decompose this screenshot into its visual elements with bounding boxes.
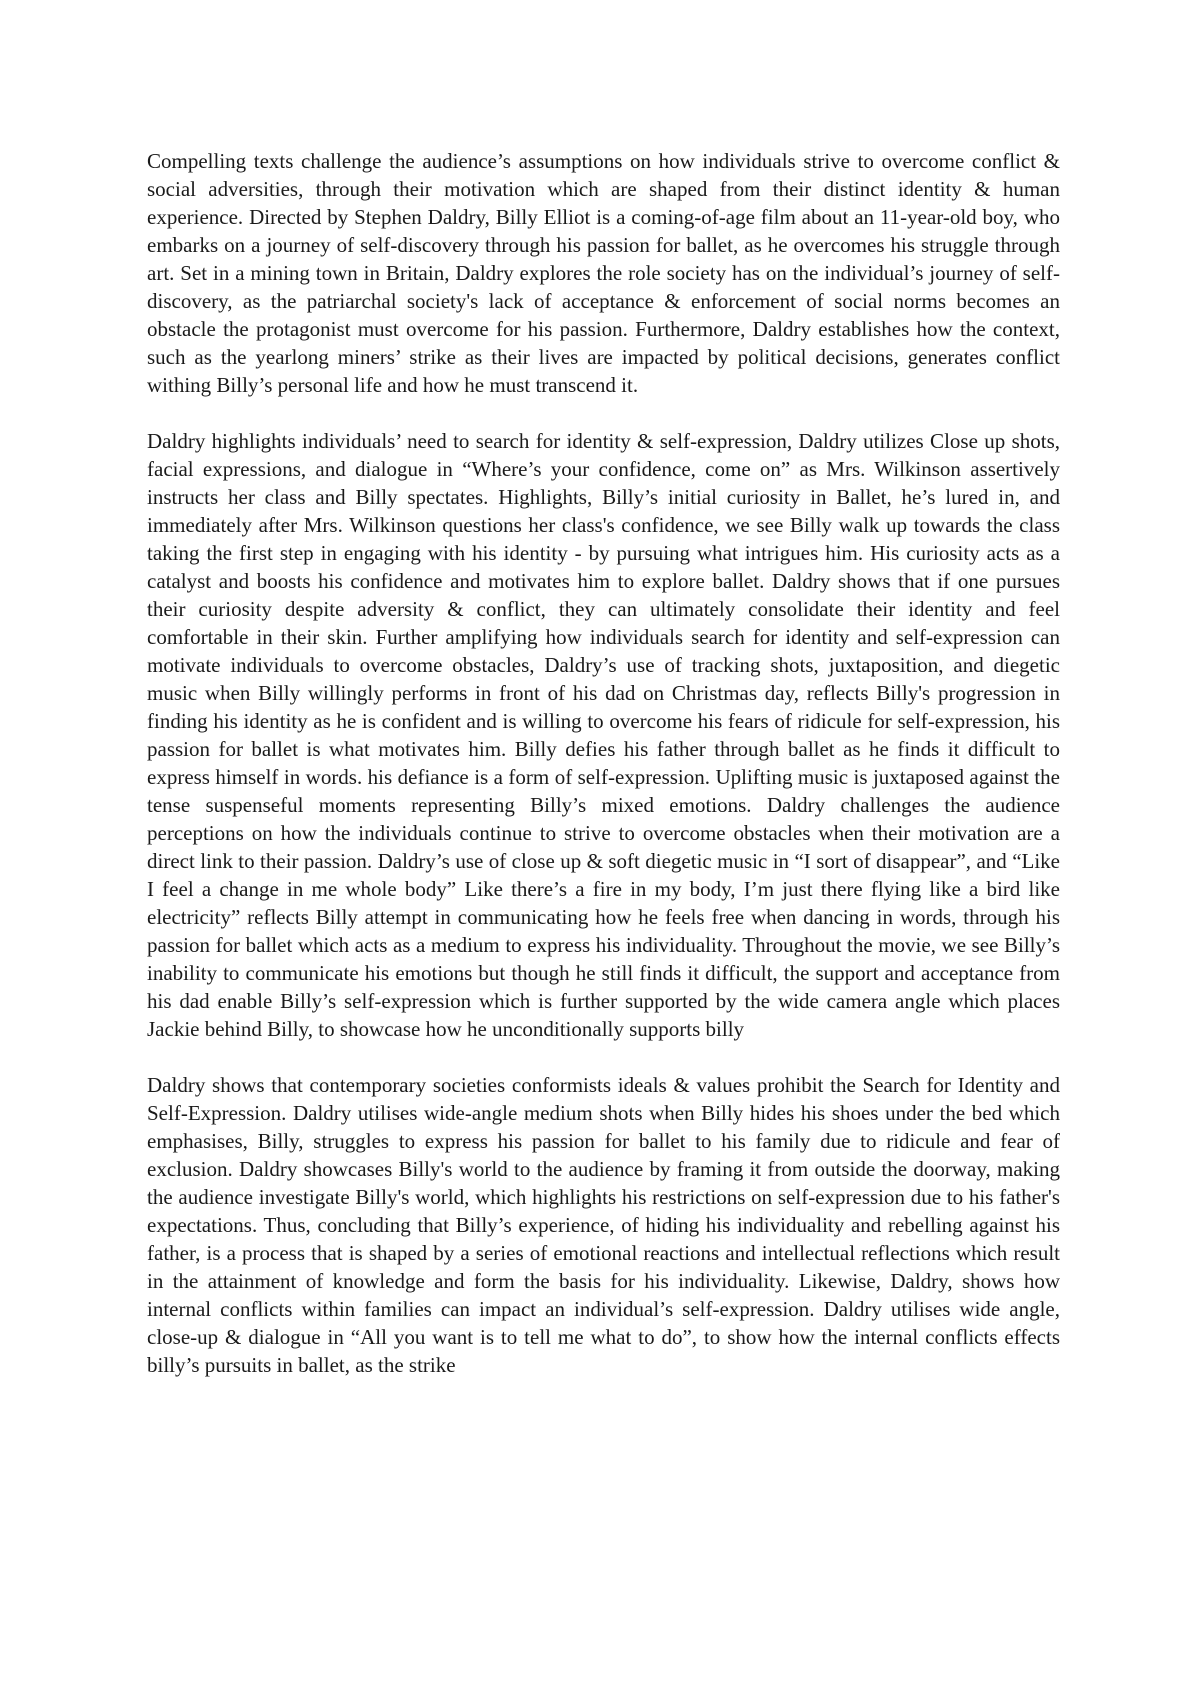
body-paragraph-identity: Daldry highlights individuals’ need to search for identity & self-expression, Daldry utilizes Close up shots, facial expressions, and dialogue in “Where’s your confidence, come on” as Mrs. Wilkinson assertively instructs her class and Billy spectates. Highlights, Billy’s initial curiosity in Ballet, he’s lured in, and immediately after Mrs. Wilkinson questions her class's confidence, we see Billy walk up towards the class taking the first step in engaging with his identity - by pursuing what intrigues him. His curiosity acts as a catalyst and boosts his confidence and motivates him to explore ballet. Daldry shows that if one pursues their curiosity despite adversity & conflict, they can ultimately consolidate their identity and feel comfortable in their skin. Further amplifying how individuals search for identity and self-expression can motivate individuals to overcome obstacles, Daldry’s use of tracking shots, juxtaposition, and diegetic music when Billy willingly performs in front of his dad on Christmas day, reflects Billy's progression in finding his identity as he is confident and is willing to overcome his fears of ridicule for self-expression, his passion for ballet is what motivates him. Billy defies his father through ballet as he finds it difficult to express himself in words. his defiance is a form of self-expression. Uplifting music is juxtaposed against the tense suspenseful moments representing Billy’s mixed emotions. Daldry challenges the audience perceptions on how the individuals continue to strive to overcome obstacles when their motivation are a direct link to their passion. Daldry’s use of close up & soft diegetic music in “I sort of disappear”, and “Like I feel a change in me whole body” Like there’s a fire in my body, I’m just there flying like a bird like electricity” reflects Billy attempt in communicating how he feels free when dancing in words, through his passion for ballet which acts as a medium to express his individuality. Throughout the movie, we see Billy’s inability to communicate his emotions but though he still finds it difficult, the support and acceptance from his dad enable Billy’s self-expression which is further supported by the wide camera angle which places Jackie behind Billy, to showcase how he unconditionally supports billy bbox=[147, 429, 1060, 1041]
body-paragraph-society: Daldry shows that contemporary societies conformists ideals & values prohibit the Search for Identity and Self-Expression. Daldry utilises wide-angle medium shots when Billy hides his shoes under the bed which emphasises, Billy, struggles to express his passion for ballet to his family due to ridicule and fear of exclusion. Daldry showcases Billy's world to the audience by framing it from outside the doorway, making the audience investigate Billy's world, which highlights his restrictions on self-expression due to his father's expectations. Thus, concluding that Billy’s experience, of hiding his individuality and rebelling against his father, is a process that is shaped by a series of emotional reactions and intellectual reflections which result in the attainment of knowledge and form the basis for his individuality. Likewise, Daldry, shows how internal conflicts within families can impact an individual’s self-expression. Daldry utilises wide angle, close-up & dialogue in “All you want is to tell me what to do”, to show how the internal conflicts effects billy’s pursuits in ballet, as the strike bbox=[147, 1073, 1060, 1377]
document-page bbox=[147, 147, 1060, 1667]
intro-paragraph: Compelling texts challenge the audience’s assumptions on how individuals strive to overcome conflict & social adversities, through their motivation which are shaped from their distinct identity & human experience. Directed by Stephen Daldry, Billy Elliot is a coming-of-age film about an 11-year-old boy, who embarks on a journey of self-discovery through his passion for ballet, as he overcomes his struggle through art. Set in a mining town in Britain, Daldry explores the role society has on the individual’s journey of self-discovery, as the patriarchal society's lack of acceptance & enforcement of social norms becomes an obstacle the protagonist must overcome for his passion. Furthermore, Daldry establishes how the context, such as the yearlong miners’ strike as their lives are impacted by political decisions, generates conflict withing Billy’s personal life and how he must transcend it. bbox=[147, 149, 1060, 397]
